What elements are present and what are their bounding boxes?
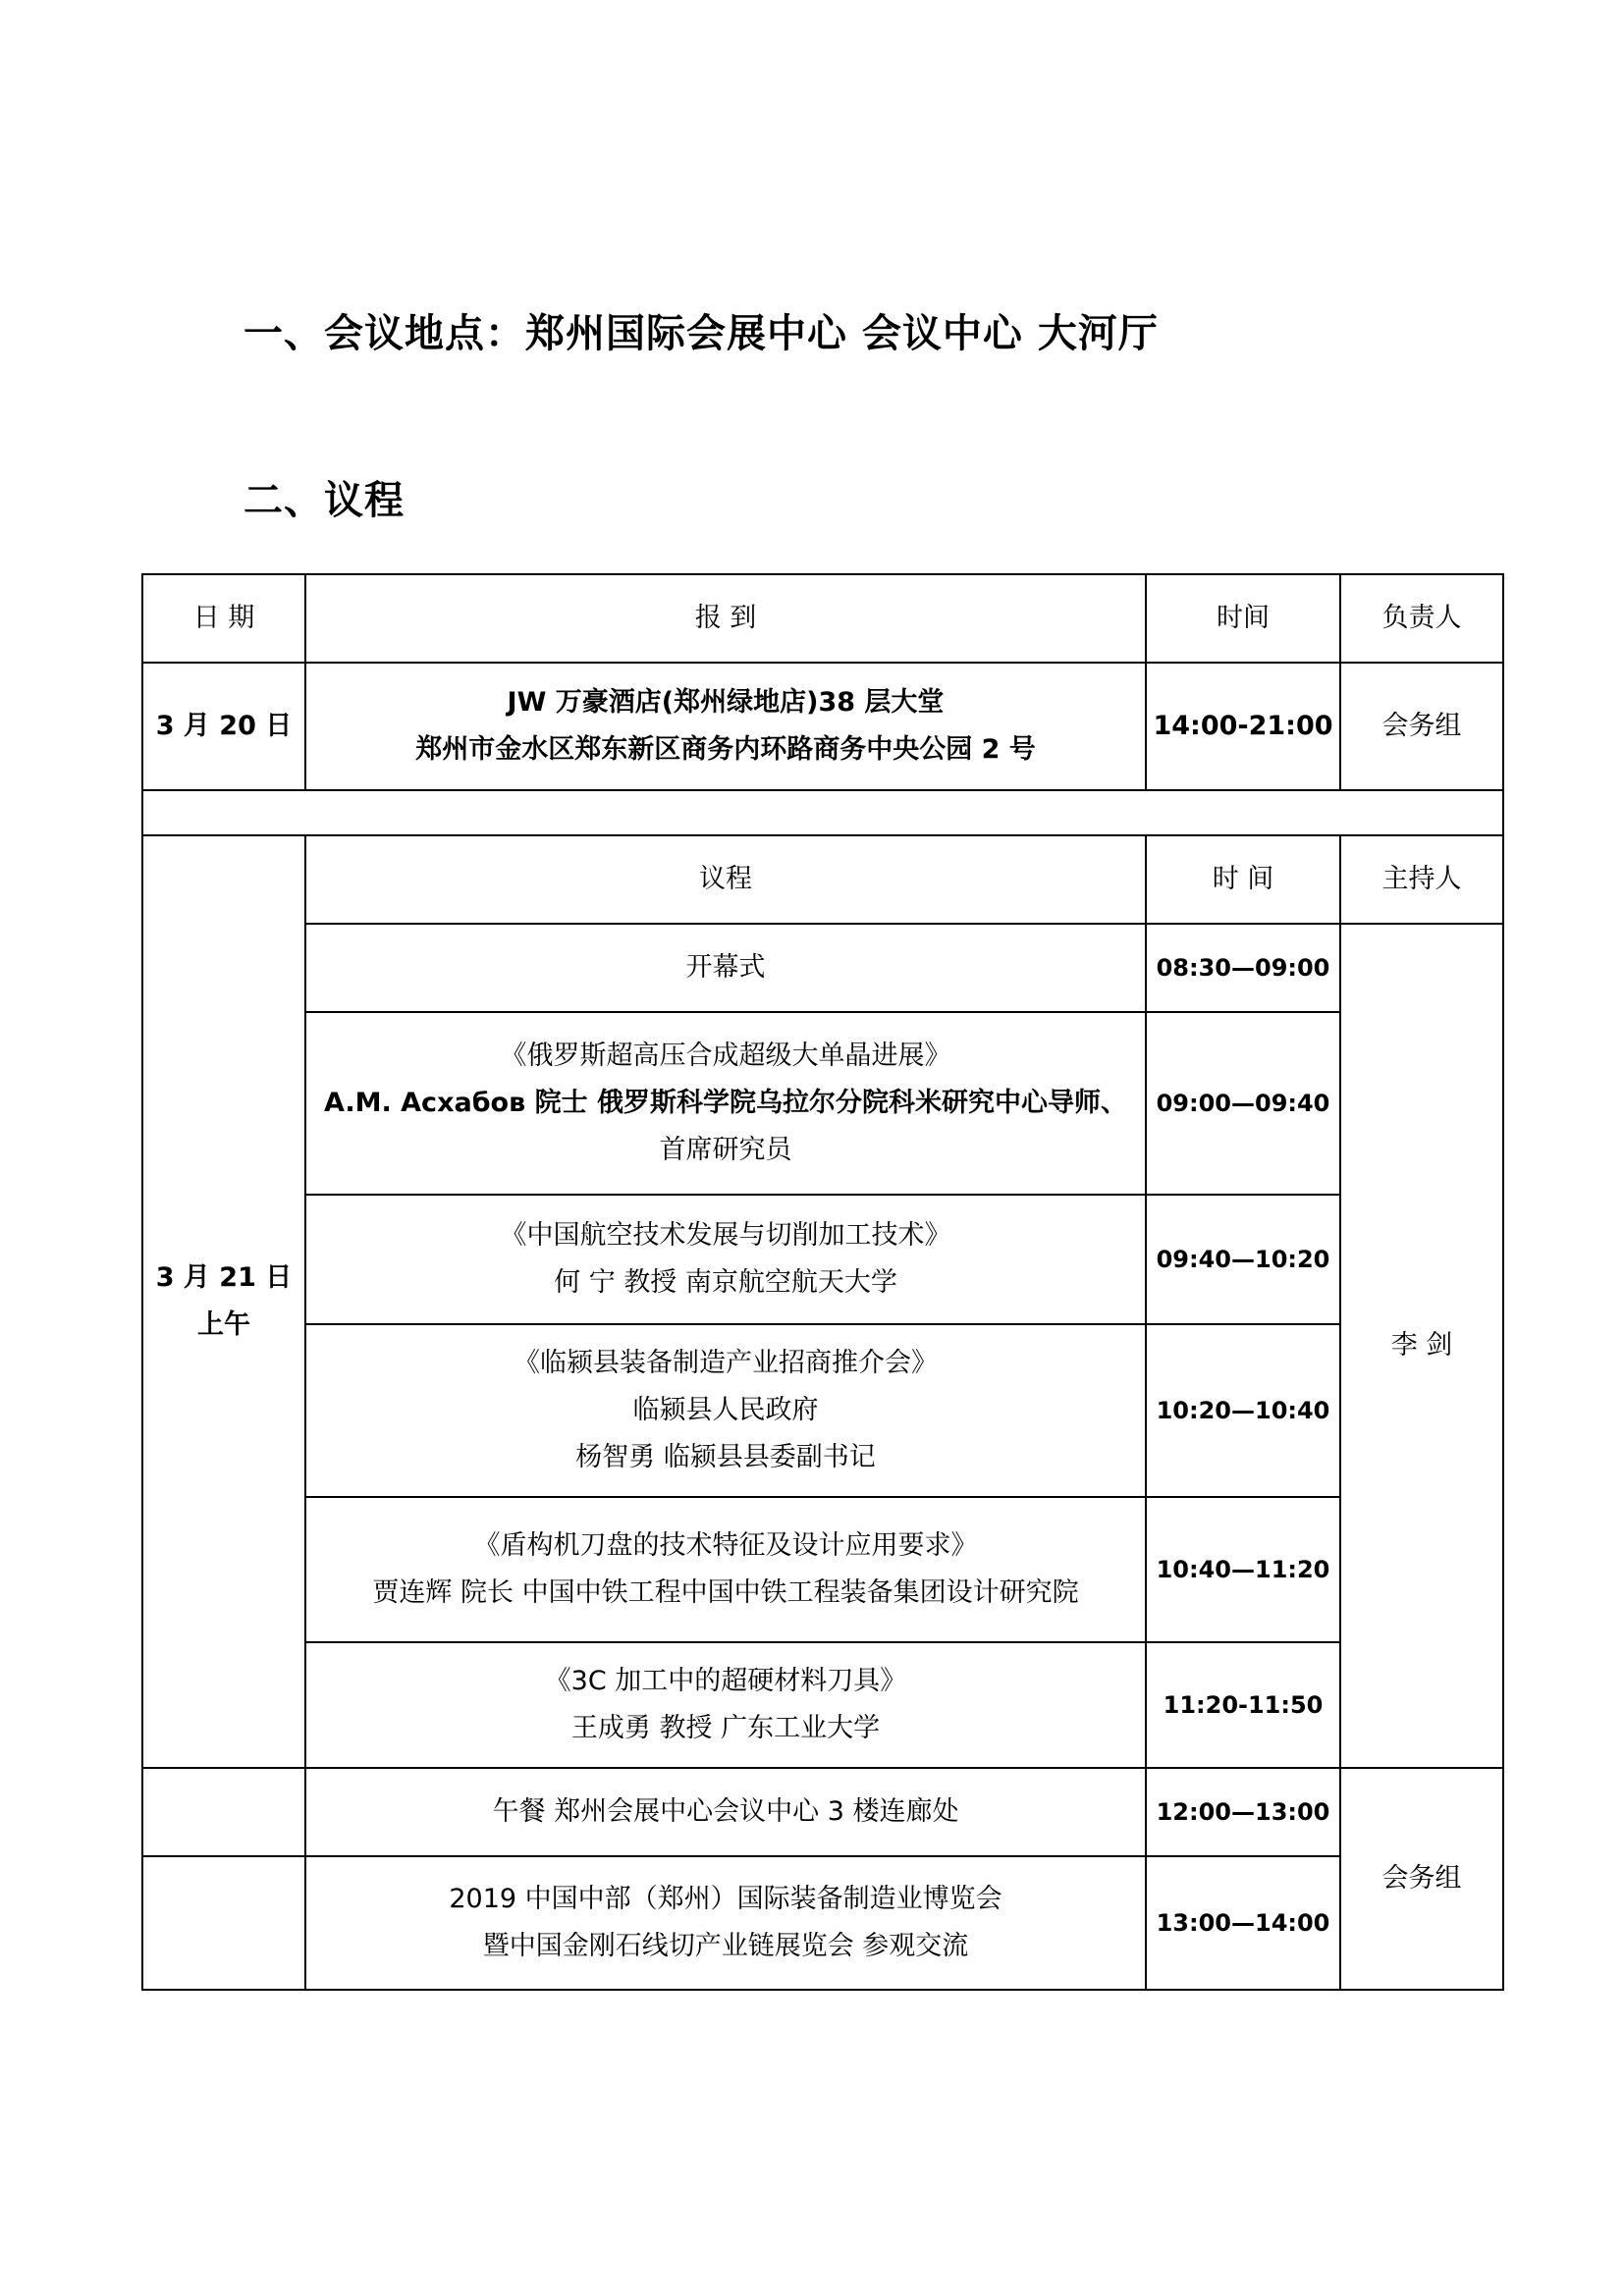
agenda-line: 首席研究员	[659, 1135, 792, 1165]
lunch-gap-cell	[142, 1768, 305, 1856]
agenda-item	[305, 1642, 1146, 1768]
agenda-line: 《临颍县装备制造产业招商推介会》	[514, 1348, 938, 1378]
header-time: 时间	[1146, 574, 1340, 663]
agenda-date-line: 3 月 21 日	[155, 1262, 293, 1293]
agenda-time: 10:20—10:40	[1146, 1324, 1340, 1497]
agenda-table	[141, 573, 1504, 1991]
agenda-item	[305, 924, 1146, 1012]
agenda-heading: 二、议程	[244, 478, 405, 523]
agenda-row	[142, 1497, 1503, 1642]
agenda-row	[142, 1195, 1503, 1324]
agenda-row	[142, 1768, 1503, 1856]
agenda-line: 杨智勇 临颍县县委副书记	[575, 1442, 876, 1472]
header-host: 主持人	[1340, 835, 1503, 924]
spacer-row	[142, 790, 1503, 835]
agenda-line: 午餐 郑州会展中心会议中心 3 楼连廊处	[492, 1796, 959, 1827]
agenda-row	[142, 1642, 1503, 1768]
registration-place	[305, 663, 1146, 790]
agenda-time: 09:40—10:20	[1146, 1195, 1340, 1324]
agenda-line: 临颍县人民政府	[632, 1395, 819, 1425]
agenda-row	[142, 1012, 1503, 1195]
spacer-cell	[142, 790, 1503, 835]
header-owner: 负责人	[1340, 574, 1503, 663]
agenda-time: 09:00—09:40	[1146, 1012, 1340, 1195]
agenda-item	[305, 1856, 1146, 1990]
registration-address-line: 郑州市金水区郑东新区商务内环路商务中央公园 2 号	[415, 734, 1036, 765]
registration-header-row	[142, 574, 1503, 663]
agenda-line: 《3C 加工中的超硬材料刀具》	[544, 1666, 907, 1696]
registration-place-line: JW 万豪酒店(郑州绿地店)38 层大堂	[507, 687, 945, 718]
agenda-line: 暨中国金刚石线切产业链展览会 参观交流	[482, 1931, 969, 1961]
agenda-item	[305, 1324, 1146, 1497]
agenda-line: 2019 中国中部（郑州）国际装备制造业博览会	[449, 1884, 1002, 1914]
agenda-line: 王成勇 教授 广东工业大学	[570, 1713, 881, 1743]
header-agenda-time: 时 间	[1146, 835, 1340, 924]
agenda-row	[142, 924, 1503, 1012]
agenda-time: 13:00—14:00	[1146, 1856, 1340, 1990]
agenda-item	[305, 1497, 1146, 1642]
agenda-line: 《中国航空技术发展与切削加工技术》	[500, 1220, 951, 1251]
header-registration: 报 到	[305, 574, 1146, 663]
agenda-time: 08:30—09:00	[1146, 924, 1340, 1012]
visit-gap-cell	[142, 1856, 305, 1990]
registration-time: 14:00-21:00	[1146, 663, 1340, 790]
agenda-period-line: 上午	[197, 1309, 250, 1340]
agenda-line: 贾连辉 院长 中国中铁工程中国中铁工程装备集团设计研究院	[372, 1577, 1079, 1608]
agenda-line: 《俄罗斯超高压合成超级大单晶进展》	[500, 1041, 951, 1071]
agenda-host-morning: 李 剑	[1340, 924, 1503, 1768]
agenda-line: 何 宁 教授 南京航空航天大学	[554, 1267, 897, 1298]
agenda-item	[305, 1195, 1146, 1324]
agenda-item	[305, 1768, 1146, 1856]
registration-owner: 会务组	[1340, 663, 1503, 790]
agenda-header-row	[142, 835, 1503, 924]
venue-heading: 一、会议地点：郑州国际会展中心 会议中心 大河厅	[244, 311, 1159, 356]
agenda-line: 《盾构机刀盘的技术特征及设计应用要求》	[473, 1530, 978, 1561]
agenda-time: 12:00—13:00	[1146, 1768, 1340, 1856]
agenda-row	[142, 1324, 1503, 1497]
agenda-date	[142, 835, 305, 1768]
header-date: 日 期	[142, 574, 305, 663]
registration-row	[142, 663, 1503, 790]
agenda-line: A.M. Асхабов 院士 俄罗斯科学院乌拉尔分院科米研究中心导师、	[323, 1088, 1127, 1118]
agenda-line: 开幕式	[685, 952, 766, 983]
agenda-time: 11:20-11:50	[1146, 1642, 1340, 1768]
agenda-item	[305, 1012, 1146, 1195]
agenda-host-afternoon: 会务组	[1340, 1768, 1503, 1990]
agenda-row	[142, 1856, 1503, 1990]
agenda-time: 10:40—11:20	[1146, 1497, 1340, 1642]
registration-date: 3 月 20 日	[142, 663, 305, 790]
header-agenda: 议程	[305, 835, 1146, 924]
